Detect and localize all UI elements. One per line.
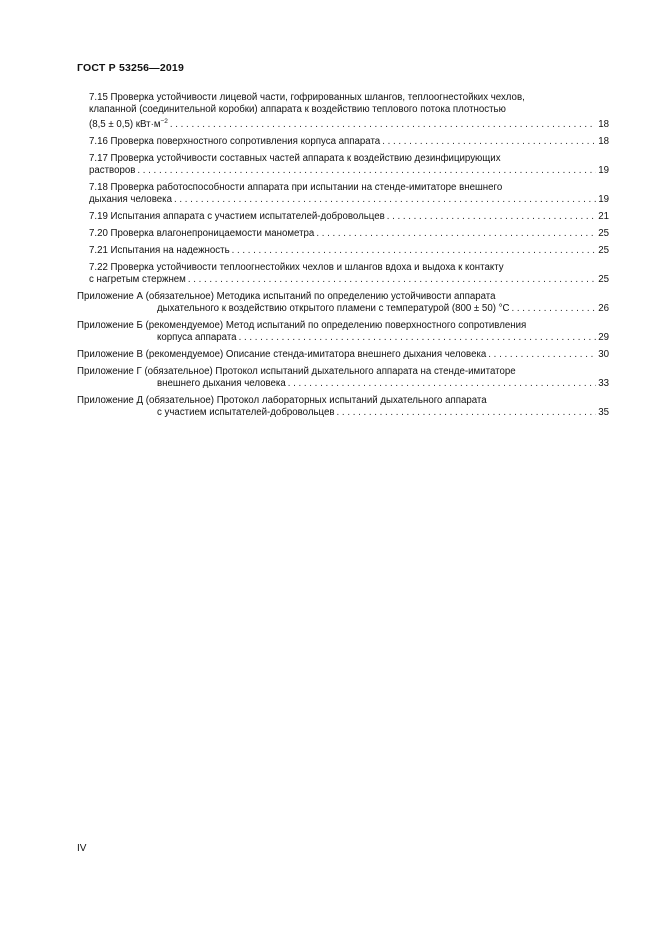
toc-entry-7-19[interactable]: [77, 211, 609, 223]
toc-appendix-g[interactable]: [77, 366, 609, 390]
toc-entry-7-21[interactable]: [77, 245, 609, 257]
toc-entry-line: Приложение Б (рекомендуемое) Метод испытаний по определению поверхностного сопротивления: [77, 320, 527, 331]
toc-page-number: 25: [598, 228, 609, 239]
toc-appendix-b[interactable]: [77, 320, 609, 344]
toc-entry-line: 7.15 Проверка устойчивости лицевой части, гофрированных шлангов, теплоогнестойких чехлов,: [89, 92, 525, 103]
dot-leader: [382, 136, 596, 148]
toc-page-number: 18: [598, 119, 609, 130]
toc-entry-line: 7.17 Проверка устойчивости составных частей аппарата к воздействию дезинфицирующих: [89, 153, 501, 164]
toc-page-number: 35: [598, 407, 609, 418]
toc-entry-text: Приложение В (рекомендуемое) Описание стенда-имитатора внешнего дыхания человека: [77, 349, 487, 360]
toc-entry-7-15[interactable]: [77, 92, 609, 131]
dot-leader: [337, 407, 597, 419]
toc-entry-7-22[interactable]: [77, 262, 609, 286]
dot-leader: [170, 119, 596, 131]
toc-entry-line: 7.18 Проверка работоспособности аппарата при испытании на стенде-имитаторе внешнего: [89, 182, 503, 193]
dot-leader: [137, 165, 596, 177]
toc-entry-text: с участием испытателей-добровольцев: [157, 407, 335, 418]
toc-entry-text: растворов: [89, 165, 136, 176]
toc-entry-text: дыхания человека: [89, 194, 172, 205]
dot-leader: [488, 349, 596, 361]
superscript: −2: [160, 118, 168, 125]
toc-entry-line: 7.22 Проверка устойчивости теплоогнестойких чехлов и шлангов вдоха и выдоха к контакту: [89, 262, 504, 273]
toc-page-number: 18: [598, 136, 609, 147]
toc-page-number: 33: [598, 378, 609, 389]
dot-leader: [288, 378, 596, 390]
page-number: IV: [77, 843, 87, 854]
dot-leader: [232, 245, 597, 257]
toc-entry-text: внешнего дыхания человека: [157, 378, 286, 389]
toc-page-number: 19: [598, 194, 609, 205]
toc-page-number: 25: [598, 245, 609, 256]
toc-entry-text: 7.19 Испытания аппарата с участием испытателей-добровольцев: [89, 211, 385, 222]
toc-entry-text: с нагретым стержнем: [89, 274, 186, 285]
toc-appendix-a[interactable]: [77, 291, 609, 315]
toc-appendix-v[interactable]: [77, 349, 609, 361]
toc-entry-7-17[interactable]: [77, 153, 609, 177]
toc-entry-7-20[interactable]: [77, 228, 609, 240]
dot-leader: [512, 303, 597, 315]
toc-page-number: 30: [598, 349, 609, 360]
toc-entry-text: 7.21 Испытания на надежность: [89, 245, 230, 256]
toc-page-number: 19: [598, 165, 609, 176]
toc-entry-line: Приложение Д (обязательное) Протокол лабораторных испытаний дыхательного аппарата: [77, 395, 487, 406]
document-header: ГОСТ Р 53256—2019: [77, 62, 185, 74]
toc-page-number: 26: [598, 303, 609, 314]
toc-page-number: 21: [598, 211, 609, 222]
toc-entry-text: (8,5 ± 0,5) $кВт\cdot м^{-2}$: [89, 118, 168, 130]
dot-leader: [239, 332, 597, 344]
toc-entry-line: Приложение Г (обязательное) Протокол испытаний дыхательного аппарата на стенде-имитаторе: [77, 366, 516, 377]
toc-page-number: 25: [598, 274, 609, 285]
toc-entry-text: корпуса аппарата: [157, 332, 237, 343]
toc-entry-7-16[interactable]: [77, 136, 609, 148]
toc-entry-line: клапанной (соединительной коробки) аппарата к воздействию теплового потока плотностью: [89, 104, 506, 115]
toc-entry-line: Приложение А (обязательное) Методика испытаний по определению устойчивости аппарата: [77, 291, 496, 302]
table-of-contents: [77, 92, 609, 424]
dot-leader: [188, 274, 596, 286]
toc-page-number: 29: [598, 332, 609, 343]
toc-entry-text: 7.20 Проверка влагонепроницаемости манометра: [89, 228, 315, 239]
toc-entry-text: дыхательного к воздействию открытого пламени с температурой (800 ± 50) °С: [157, 303, 510, 314]
toc-entry-text: 7.16 Проверка поверхностного сопротивления корпуса аппарата: [89, 136, 381, 147]
toc-appendix-d[interactable]: [77, 395, 609, 419]
dot-leader: [387, 211, 596, 223]
toc-entry-7-18[interactable]: [77, 182, 609, 206]
dot-leader: [174, 194, 596, 206]
dot-leader: [316, 228, 596, 240]
